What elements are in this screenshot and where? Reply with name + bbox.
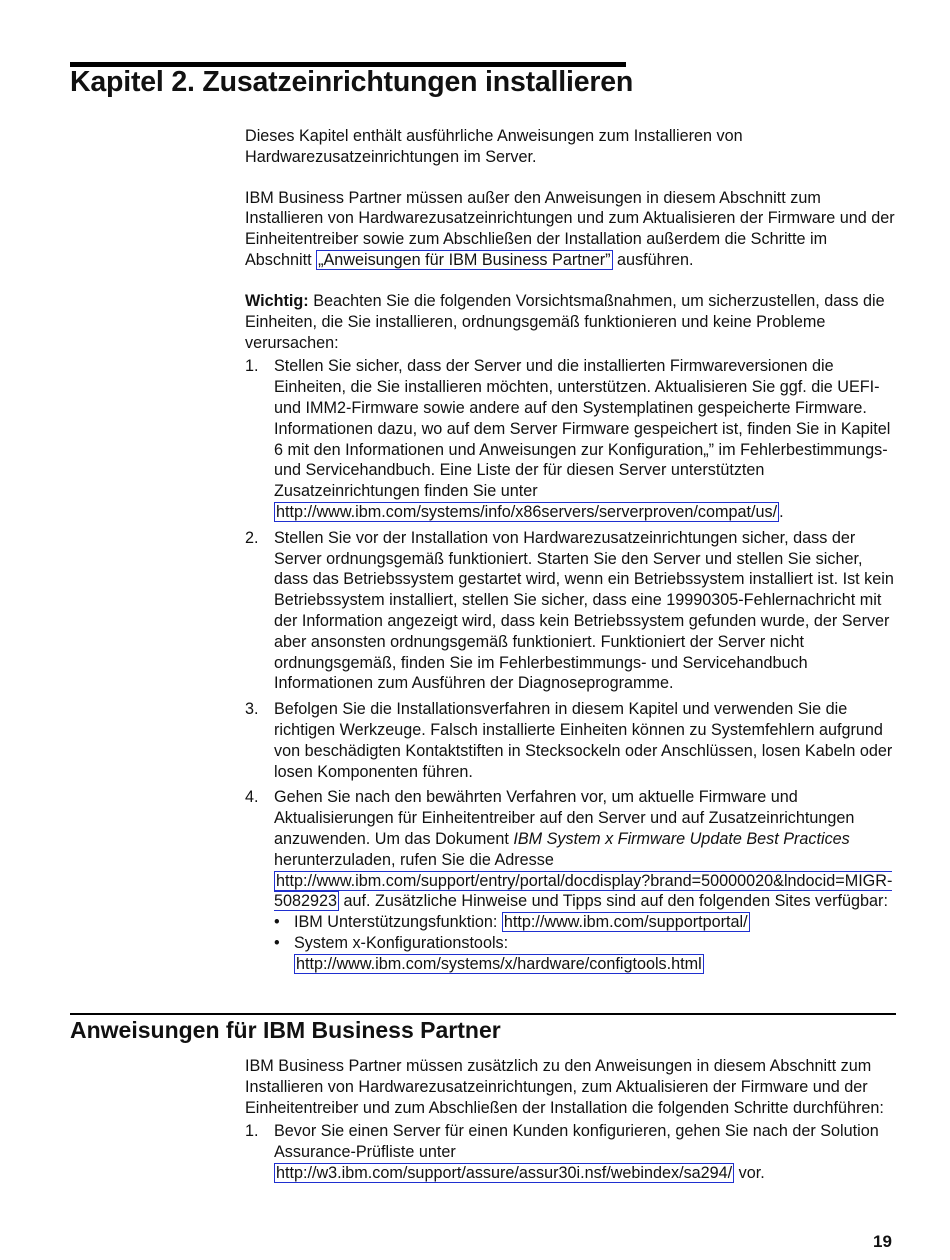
link-solution-assurance[interactable]: http://w3.ibm.com/support/assure/assur30i.nsf/webindex/sa294/	[276, 1163, 733, 1182]
document-title: IBM System x Firmware Update Best Practices	[513, 829, 850, 848]
list-item: • System x-Konfigurationstools: http://www.ibm.com/systems/x/hardware/configtools.html	[274, 933, 702, 973]
link-serverproven[interactable]: http://www.ibm.com/systems/info/x86servers/serverproven/compat/us/	[276, 502, 778, 521]
intro-paragraph-1: Dieses Kapitel enthält ausführliche Anweisungen zum Installieren von Hardwarezusatzeinrichtungen im Server.	[245, 127, 743, 166]
intro-section	[245, 126, 897, 271]
list-item: 2. Stellen Sie vor der Installation von Hardwarezusatzeinrichtungen sicher, dass der Server ordnungsgemäß funktioniert. Starten Sie den Server und stellen Sie sicher, dass das Betriebssystem gestartet wird, wenn ein Betriebssystem installiert ist. Ist kein Betriebssystem installiert, stellen Sie sicher, dass eine 19990305-Fehlernachricht mit der Information angezeigt wird, dass kein Betriebssystem gefunden wurde, der Server aber ansonsten ordnungsgemäß funktioniert. Funktioniert der Server nicht ordnungsgemäß, finden Sie im Fehlerbestimmungs- und Servicehandbuch Informationen zum Ausführen der Diagnoseprogramme.	[245, 528, 894, 693]
link-configtools[interactable]: http://www.ibm.com/systems/x/hardware/configtools.html	[296, 954, 702, 973]
link-firmware-best-practices[interactable]: http://www.ibm.com/support/entry/portal/docdisplay?brand=50000020&lndocid=MIGR-5082923	[274, 871, 893, 911]
list-item: 4. Gehen Sie nach den bewährten Verfahren vor, um aktuelle Firmware und Aktualisierungen für Einheitentreiber auf den Server und auf Zusatzeinrichtungen anzuwenden. Um das Dokument IBM System x Firmware Update Best Practices herunterzuladen, rufen Sie die Adresse http://www.ibm.com/support/entry/portal/docdisplay?brand=50000020&lndocid=MIGR-5082923 auf. Zusätzliche Hinweise und Tipps sind auf den folgenden Sites verfügbar: • IBM Unterstützungsfunktion: http://www.ibm.com/supportportal/ • System x-Konfigurationstools: http://www.ibm.com/systems/x/hardware/configtools.html	[245, 787, 897, 974]
partner-steps-list	[245, 1121, 897, 1183]
section-rule	[70, 1013, 896, 1015]
list-item: 1. Stellen Sie sicher, dass der Server und die installierten Firmwareversionen die Einheiten, die Sie installieren möchten, unterstützen. Aktualisieren Sie ggf. die UEFI- und IMM2-Firmware sowie andere auf den Systemplatinen gespeicherte Firmware. Informationen dazu, wo auf dem Server Firmware gespeichert ist, finden Sie in Kapitel 6 mit den Informationen und Anweisungen zur Konfiguration„” im Fehlerbestimmungs- und Servicehandbuch. Eine Liste der für diesen Server unterstützten Zusatzeinrichtungen finden Sie unter http://www.ibm.com/systems/info/x86servers/serverproven/compat/us/ .	[245, 357, 891, 521]
link-business-partner-section[interactable]: „Anweisungen für IBM Business Partner”	[318, 250, 611, 269]
link-supportportal[interactable]: http://www.ibm.com/supportportal/	[503, 913, 748, 932]
section-heading: Anweisungen für IBM Business Partner	[70, 1017, 501, 1043]
business-partner-section	[245, 1056, 897, 1189]
list-item: • IBM Unterstützungsfunktion: http://www.ibm.com/supportportal/	[274, 913, 748, 932]
page-number: 19	[873, 1232, 892, 1251]
important-section	[245, 291, 897, 980]
chapter-heading: Kapitel 2. Zusatzeinrichtungen installieren	[70, 66, 634, 98]
list-item: 3. Befolgen Sie die Installationsverfahren in diesem Kapitel und verwenden Sie die richtigen Werkzeuge. Falsch installierte Einheiten können zu Systemfehlern aufgrund von beschädigten Kontaktstiften in Stecksockeln oder Anschlüssen, losen Kabeln oder losen Komponenten führen.	[245, 700, 893, 781]
intro-paragraph-2: IBM Business Partner müssen außer den Anweisungen in diesem Abschnitt zum Installieren von Hardwarezusatzeinrichtungen und zum Aktualisieren der Firmware und der Einheitentreiber sowie zum Abschließen der Installation außerdem die Schritte im Abschnitt „Anweisungen für IBM Business Partner” ausführen.	[245, 188, 895, 269]
list-item: 1. Bevor Sie einen Server für einen Kunden konfigurieren, gehen Sie nach der Solution Assurance-Prüfliste unter http://w3.ibm.com/support/assure/assur30i.nsf/webindex/sa294/ vor.	[245, 1122, 879, 1182]
important-paragraph: Wichtig: Beachten Sie die folgenden Vorsichtsmaßnahmen, um sicherzustellen, dass die Einheiten, die Sie installieren, ordnungsgemäß funktionieren und keine Probleme verursachen:	[245, 292, 885, 352]
bullet-icon: •	[274, 933, 280, 952]
important-label: Wichtig:	[245, 292, 309, 310]
section-paragraph: IBM Business Partner müssen zusätzlich zu den Anweisungen in diesem Abschnitt zum Installieren von Hardwarezusatzeinrichtungen, zum Aktualisieren der Firmware und der Einheitentreiber und zum Abschließen der Installation die folgenden Schritte durchführen:	[245, 1057, 884, 1117]
resource-list	[274, 912, 897, 974]
bullet-icon: •	[274, 913, 280, 932]
precaution-list	[245, 356, 897, 974]
